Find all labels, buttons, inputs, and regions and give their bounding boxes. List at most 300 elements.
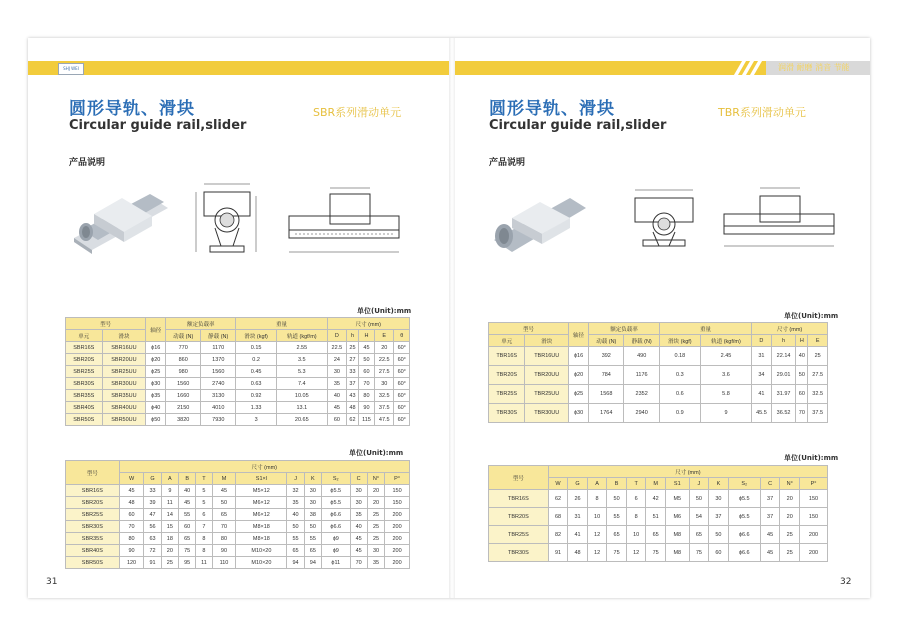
table-cell: 25 <box>808 347 828 366</box>
table-cell: 50 <box>358 354 374 366</box>
table-cell: 43 <box>347 390 359 402</box>
table-cell: ϕ40 <box>146 402 166 414</box>
table-cell: M10×20 <box>236 545 287 557</box>
table-cell: ϕ11 <box>322 557 350 569</box>
table-cell: ϕ20 <box>146 354 166 366</box>
col-dim: 尺寸 (mm) <box>327 318 409 330</box>
col-wrail: 轨道 (kgf/m) <box>276 330 327 342</box>
table-cell: 5 <box>196 497 212 509</box>
table-cell: 33 <box>144 485 161 497</box>
table-cell: 32.5 <box>808 385 828 404</box>
table-row <box>66 521 410 533</box>
table-cell: M8×18 <box>236 533 287 545</box>
table-cell: 80 <box>119 533 144 545</box>
table-cell: 40 <box>327 390 346 402</box>
col-dim: 尺寸 (mm) <box>752 323 828 335</box>
column-header: S₂ <box>322 473 350 485</box>
table-cell: 40 <box>350 521 367 533</box>
table-row <box>66 533 410 545</box>
table-cell: SBR35S <box>66 533 120 545</box>
table-row <box>66 497 410 509</box>
table-cell: 6 <box>626 490 646 508</box>
table-cell: 63 <box>144 533 161 545</box>
col-E: E <box>808 335 828 347</box>
table-cell: TBR20S <box>489 508 549 526</box>
table-cell: 60° <box>394 390 410 402</box>
table-cell: 10 <box>587 508 607 526</box>
col-static: 静载 (N) <box>201 330 236 342</box>
table-cell: M6 <box>665 508 689 526</box>
column-header: N° <box>780 478 800 490</box>
table-cell: M5×12 <box>236 485 287 497</box>
table-cell: 18 <box>161 533 178 545</box>
table-cell: 15 <box>161 521 178 533</box>
table-cell: ϕ25 <box>146 366 166 378</box>
table-cell: TBR30S <box>489 404 525 423</box>
left-unit-label-2: 单位(Unit):mm <box>349 449 404 457</box>
table-cell: 3130 <box>201 390 236 402</box>
table-cell: 1660 <box>166 390 201 402</box>
tbr-side-drawing <box>720 182 838 260</box>
col-model: 型号 <box>489 466 549 490</box>
col-D: D <box>752 335 772 347</box>
table-cell: 48 <box>568 544 588 562</box>
table-cell: 30 <box>304 485 321 497</box>
table-cell: 2.45 <box>700 347 751 366</box>
table-cell: SBR50UU <box>102 414 146 426</box>
table-cell: 75 <box>646 544 666 562</box>
table-cell: 45 <box>350 545 367 557</box>
table-cell: SBR20S <box>66 354 103 366</box>
col-wslider: 滑块 (kgf) <box>236 330 277 342</box>
tbr-load-table-body <box>489 347 828 423</box>
col-wslider: 滑块 (kgf) <box>659 335 700 347</box>
table-cell: 50 <box>796 366 808 385</box>
col-wrail: 轨道 (kgf/m) <box>700 335 751 347</box>
col-load: 额定负载率 <box>589 323 660 335</box>
table-cell: 90 <box>119 545 144 557</box>
table-cell: 25 <box>347 342 359 354</box>
column-header: J <box>287 473 304 485</box>
table-cell: 31 <box>568 508 588 526</box>
left-title-cn: 圆形导轨、滑块 <box>69 99 195 119</box>
column-header: B <box>607 478 627 490</box>
table-cell: 22.14 <box>771 347 796 366</box>
table-cell: TBR30S <box>489 544 549 562</box>
table-cell: 20 <box>367 485 384 497</box>
right-title-cn: 圆形导轨、滑块 <box>489 99 615 119</box>
table-cell: M5 <box>665 490 689 508</box>
table-cell: 0.92 <box>236 390 277 402</box>
table-cell: 55 <box>607 508 627 526</box>
table-cell: ϕ6.6 <box>322 509 350 521</box>
table-cell: 31.97 <box>771 385 796 404</box>
table-row <box>66 378 410 390</box>
tbr-load-table <box>488 322 828 423</box>
col-model: 型号 <box>66 318 146 330</box>
table-cell: 60 <box>796 385 808 404</box>
tbr-cross-section-drawing <box>625 180 705 260</box>
table-cell: ϕ6.6 <box>728 544 760 562</box>
table-cell: 3.5 <box>276 354 327 366</box>
right-unit-label-1: 单位(Unit):mm <box>784 312 839 320</box>
table-cell: 25 <box>161 557 178 569</box>
col-h: h <box>771 335 796 347</box>
table-row <box>66 342 410 354</box>
table-cell: 392 <box>589 347 624 366</box>
table-cell: 200 <box>385 533 410 545</box>
table-cell: 45 <box>179 497 196 509</box>
table-cell: 20 <box>780 508 800 526</box>
table-cell: 34 <box>752 366 772 385</box>
column-header: S₂ <box>728 478 760 490</box>
table-cell: 11 <box>161 497 178 509</box>
table-cell: 37 <box>760 490 780 508</box>
right-series-name: TBR系列滑动单元 <box>718 106 806 119</box>
table-cell: 25 <box>780 526 800 544</box>
table-cell: 200 <box>385 521 410 533</box>
table-cell: SBR30S <box>66 521 120 533</box>
table-cell: 50 <box>607 490 627 508</box>
table-cell: 32.5 <box>375 390 394 402</box>
table-cell: 90 <box>358 402 374 414</box>
table-cell: SBR16UU <box>102 342 146 354</box>
table-cell: 75 <box>179 545 196 557</box>
table-cell: 0.3 <box>659 366 700 385</box>
table-cell: 40 <box>287 509 304 521</box>
table-row <box>66 545 410 557</box>
table-cell: 7.4 <box>276 378 327 390</box>
table-cell: 30 <box>327 366 346 378</box>
table-row <box>66 509 410 521</box>
table-cell: 27.5 <box>375 366 394 378</box>
table-cell: 1176 <box>624 366 659 385</box>
left-series-name: SBR系列滑动单元 <box>313 106 402 119</box>
table-cell: 60° <box>394 342 410 354</box>
table-cell: 2.55 <box>276 342 327 354</box>
table-cell: ϕ50 <box>146 414 166 426</box>
table-cell: 80 <box>358 390 374 402</box>
table-cell: TBR20S <box>489 366 525 385</box>
table-cell: ϕ20 <box>569 366 589 385</box>
table-cell: 20.65 <box>276 414 327 426</box>
table-cell: 60° <box>394 414 410 426</box>
table-cell: 150 <box>385 485 410 497</box>
col-H: H <box>796 335 808 347</box>
table-cell: 60 <box>179 521 196 533</box>
table-cell: 60 <box>327 414 346 426</box>
brand-logo: SHJ WEI <box>58 63 84 75</box>
table-row <box>66 390 410 402</box>
column-header: N° <box>367 473 384 485</box>
table-cell: M8 <box>665 526 689 544</box>
col-dim: 尺寸 (mm) <box>119 461 409 473</box>
table-cell: 2740 <box>201 378 236 390</box>
table-cell: 10.05 <box>276 390 327 402</box>
table-cell: 20 <box>375 342 394 354</box>
table-cell: 22.5 <box>375 354 394 366</box>
table-cell: 20 <box>161 545 178 557</box>
table-cell: 55 <box>179 509 196 521</box>
table-row <box>66 557 410 569</box>
table-cell: 490 <box>624 347 659 366</box>
table-cell: 0.45 <box>236 366 277 378</box>
table-cell: TBR25UU <box>525 385 569 404</box>
table-cell: 120 <box>119 557 144 569</box>
table-cell: 200 <box>800 526 828 544</box>
table-cell: SBR40S <box>66 545 120 557</box>
table-cell: 45 <box>760 544 780 562</box>
table-cell: 47.5 <box>375 414 394 426</box>
table-cell: 1560 <box>201 366 236 378</box>
table-cell: 3820 <box>166 414 201 426</box>
table-cell: 30 <box>304 497 321 509</box>
table-cell: 75 <box>607 544 627 562</box>
table-cell: 30 <box>367 545 384 557</box>
left-title-en: Circular guide rail,slider <box>69 118 247 133</box>
column-header: B <box>179 473 196 485</box>
table-cell: 200 <box>385 545 410 557</box>
table-cell: 29.01 <box>771 366 796 385</box>
table-cell: 0.63 <box>236 378 277 390</box>
table-cell: ϕ30 <box>146 378 166 390</box>
table-cell: 980 <box>166 366 201 378</box>
table-cell: SBR25S <box>66 366 103 378</box>
table-cell: 3 <box>236 414 277 426</box>
table-cell: 30 <box>350 497 367 509</box>
table-cell: 37 <box>347 378 359 390</box>
table-cell: 45 <box>119 485 144 497</box>
column-header: J <box>689 478 709 490</box>
tbr-dimension-table <box>488 465 828 562</box>
sbr-dimension-table <box>65 460 410 569</box>
table-cell: ϕ30 <box>569 404 589 423</box>
table-cell: ϕ25 <box>569 385 589 404</box>
table-cell: M8×18 <box>236 521 287 533</box>
column-header: A <box>161 473 178 485</box>
table-cell: 200 <box>385 557 410 569</box>
sbr-load-table <box>65 317 410 426</box>
table-cell: 25 <box>780 544 800 562</box>
table-cell: 31 <box>752 347 772 366</box>
table-cell: TBR20UU <box>525 366 569 385</box>
table-cell: 65 <box>304 545 321 557</box>
table-cell: M6×12 <box>236 509 287 521</box>
table-cell: ϕ5.5 <box>322 497 350 509</box>
table-cell: ϕ16 <box>569 347 589 366</box>
column-header: A <box>587 478 607 490</box>
column-header: C <box>350 473 367 485</box>
table-cell: 860 <box>166 354 201 366</box>
table-row <box>66 402 410 414</box>
table-cell: 150 <box>800 490 828 508</box>
table-cell: 1568 <box>589 385 624 404</box>
table-cell: 0.18 <box>659 347 700 366</box>
col-weight: 重量 <box>236 318 327 330</box>
table-cell: 12 <box>587 526 607 544</box>
table-cell: 70 <box>212 521 236 533</box>
column-header: M <box>212 473 236 485</box>
table-cell: 70 <box>350 557 367 569</box>
table-cell: ϕ5.5 <box>322 485 350 497</box>
table-row <box>66 414 410 426</box>
table-cell: 36.52 <box>771 404 796 423</box>
table-cell: 9 <box>161 485 178 497</box>
table-cell: 60° <box>394 354 410 366</box>
left-page-number: 31 <box>46 577 58 587</box>
col-model: 型号 <box>489 323 569 335</box>
table-row <box>489 544 828 562</box>
table-cell: 90 <box>212 545 236 557</box>
table-cell: 72 <box>144 545 161 557</box>
table-cell: 51 <box>646 508 666 526</box>
table-cell: ϕ9 <box>322 545 350 557</box>
column-header: C <box>760 478 780 490</box>
table-cell: 7930 <box>201 414 236 426</box>
table-cell: 14 <box>161 509 178 521</box>
table-cell: 70 <box>358 378 374 390</box>
table-cell: SBR50S <box>66 414 103 426</box>
table-cell: 41 <box>752 385 772 404</box>
table-cell: 48 <box>119 497 144 509</box>
table-cell: 0.9 <box>659 404 700 423</box>
table-cell: 35 <box>350 509 367 521</box>
left-product-desc: 产品说明 <box>69 158 106 168</box>
table-cell: 30 <box>375 378 394 390</box>
table-cell: 30 <box>350 485 367 497</box>
table-cell: SBR25S <box>66 509 120 521</box>
col-h: h <box>347 330 359 342</box>
table-cell: SBR50S <box>66 557 120 569</box>
table-cell: 35 <box>287 497 304 509</box>
col-model: 型号 <box>66 461 120 485</box>
table-cell: 20 <box>367 497 384 509</box>
table-cell: 33 <box>347 366 359 378</box>
table-cell: 27 <box>347 354 359 366</box>
table-cell: 50 <box>689 490 709 508</box>
column-header: G <box>144 473 161 485</box>
table-cell: 48 <box>347 402 359 414</box>
column-header: T <box>196 473 212 485</box>
col-slider: 滑块 <box>525 335 569 347</box>
table-cell: 25 <box>367 521 384 533</box>
col-E: E <box>375 330 394 342</box>
table-cell: SBR30S <box>66 378 103 390</box>
table-cell: 37 <box>709 508 729 526</box>
right-product-desc: 产品说明 <box>489 158 526 168</box>
col-shaft: 轴径 <box>569 323 589 347</box>
table-cell: 94 <box>304 557 321 569</box>
table-cell: 56 <box>144 521 161 533</box>
table-row <box>489 490 828 508</box>
table-cell: ϕ6.6 <box>322 521 350 533</box>
sbr-side-drawing <box>285 182 403 262</box>
col-dyn: 动载 (N) <box>166 330 201 342</box>
column-header: M <box>646 478 666 490</box>
table-cell: 1170 <box>201 342 236 354</box>
left-unit-label-1: 单位(Unit):mm <box>357 307 412 315</box>
table-cell: 39 <box>144 497 161 509</box>
table-cell: 5 <box>196 485 212 497</box>
table-cell: 6 <box>196 509 212 521</box>
table-cell: M10×20 <box>236 557 287 569</box>
table-cell: 30 <box>709 490 729 508</box>
sbr-cross-section-drawing <box>188 176 268 266</box>
column-header: K <box>709 478 729 490</box>
table-cell: M6×12 <box>236 497 287 509</box>
right-title-en: Circular guide rail,slider <box>489 118 667 133</box>
table-cell: 65 <box>212 509 236 521</box>
table-cell: 95 <box>179 557 196 569</box>
table-cell: TBR16UU <box>525 347 569 366</box>
table-cell: 65 <box>179 533 196 545</box>
table-cell: SBR20UU <box>102 354 146 366</box>
header-band-left <box>28 61 449 75</box>
table-cell: 8 <box>196 545 212 557</box>
table-cell: 55 <box>287 533 304 545</box>
table-cell: 5.8 <box>700 385 751 404</box>
col-weight: 重量 <box>659 323 751 335</box>
column-header: S1 <box>665 478 689 490</box>
table-cell: 8 <box>626 508 646 526</box>
table-cell: 32 <box>287 485 304 497</box>
table-cell: 115 <box>358 414 374 426</box>
table-cell: 45 <box>350 533 367 545</box>
table-cell: 1560 <box>166 378 201 390</box>
column-header: P° <box>800 478 828 490</box>
table-cell: 200 <box>385 509 410 521</box>
table-cell: 9 <box>700 404 751 423</box>
table-cell: 54 <box>689 508 709 526</box>
table-row <box>489 385 828 404</box>
table-cell: 35 <box>367 557 384 569</box>
column-header: G <box>568 478 588 490</box>
table-cell: SBR16S <box>66 342 103 354</box>
col-load: 额定负载率 <box>166 318 236 330</box>
band-slogan: 润滑 耐磨 消音 节能 <box>778 63 850 72</box>
column-header: P° <box>385 473 410 485</box>
table-cell: ϕ35 <box>146 390 166 402</box>
table-row <box>489 347 828 366</box>
table-cell: TBR25S <box>489 385 525 404</box>
table-cell: TBR30UU <box>525 404 569 423</box>
col-dyn: 动载 (N) <box>589 335 624 347</box>
table-cell: 12 <box>626 544 646 562</box>
table-cell: M8 <box>665 544 689 562</box>
table-cell: 150 <box>385 497 410 509</box>
table-cell: 62 <box>347 414 359 426</box>
table-cell: 40 <box>796 347 808 366</box>
table-cell: 65 <box>646 526 666 544</box>
table-cell: 65 <box>287 545 304 557</box>
col-theta: θ <box>394 330 410 342</box>
table-cell: 24 <box>327 354 346 366</box>
table-cell: 0.6 <box>659 385 700 404</box>
table-cell: 60 <box>119 509 144 521</box>
table-cell: 2940 <box>624 404 659 423</box>
table-cell: 45 <box>327 402 346 414</box>
table-cell: ϕ5.5 <box>728 508 760 526</box>
table-cell: 20 <box>780 490 800 508</box>
table-cell: 1764 <box>589 404 624 423</box>
table-cell: 50 <box>212 497 236 509</box>
table-cell: 45 <box>358 342 374 354</box>
table-cell: 55 <box>304 533 321 545</box>
table-cell: 50 <box>709 526 729 544</box>
table-cell: 60° <box>394 378 410 390</box>
table-cell: 2150 <box>166 402 201 414</box>
sbr-product-photo <box>72 180 172 255</box>
